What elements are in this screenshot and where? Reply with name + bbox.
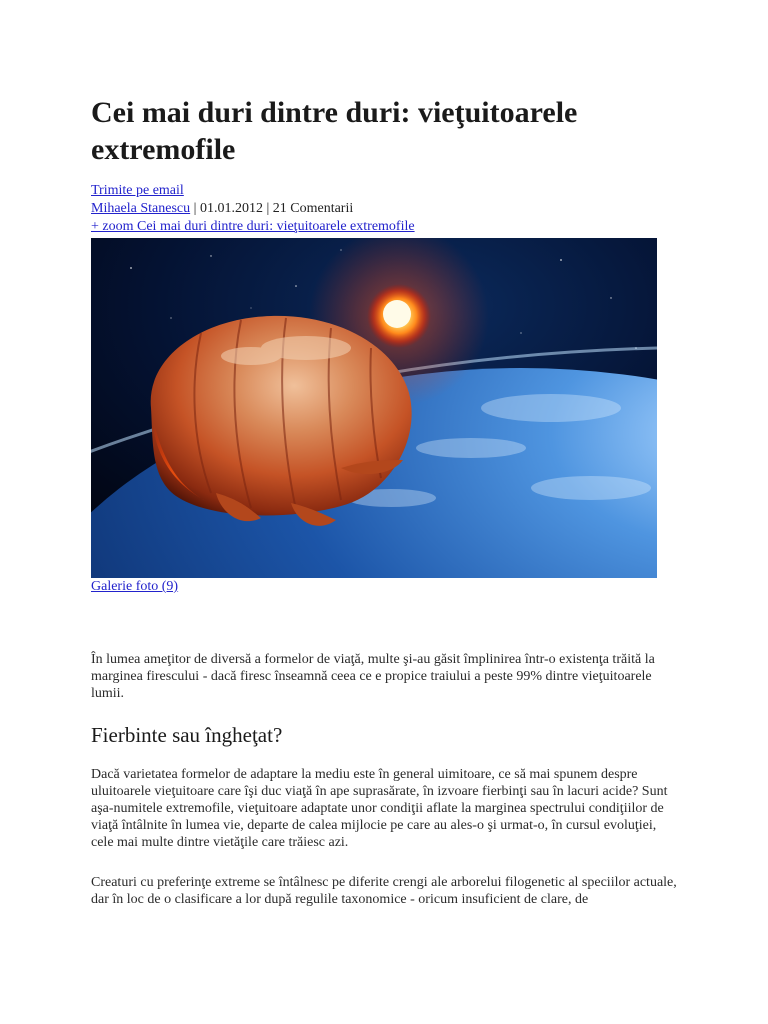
article-title: Cei mai duri dintre duri: vieţuitoarele extremofile [91,96,578,166]
body-paragraph-2: Creaturi cu preferinţe extreme se întâlnesc pe diferite crengi ale arborelui filogenetic al speciilor actuale, dar în loc de o clasificare a lor după regulile taxonomice - oricum insuficient de clare, de [91,875,677,907]
date-and-comments: | 01.01.2012 | 21 Comentarii [190,201,354,216]
email-link[interactable]: Trimite pe email [91,183,184,198]
article-photo[interactable] [91,238,657,578]
photo-gallery-link[interactable]: Galerie foto (9) [91,579,179,594]
tardigrade-space-illustration [91,238,657,578]
body-paragraph-1: Dacă varietatea formelor de adaptare la mediu este în general uimitoare, ce să mai spunem despre uluitoarele vieţuitoare care îşi duc viaţă în ape suprasărate, în izvoare fierbinţi sau în lacuri acide? Sunt aşa-numitele extremofile, vieţuitoare adaptate unor condiţii aflate la marginea spectrului condiţiilor de viaţă întâlnite în lumea vie, departe de calea mijlocie pe care au ales-o şi urmat-o, în cursul evoluţiei, cele mai multe dintre vietăţile care trăiesc azi. [91,767,668,850]
intro-paragraph: În lumea ameţitor de diversă a formelor de viaţă, multe şi-au găsit împlinirea într-o existenţa trăită la marginea firescului - dacă firesc înseamnă ceea ce e propice traiului a peste 99% dintre vieţuitoarele lumii. [91,652,655,701]
gallery-link-wrap [91,578,178,596]
article-meta [91,182,691,236]
section-heading: Fierbinte sau îngheţat? [91,723,283,747]
author-link[interactable]: Mihaela Stanescu [91,201,191,216]
zoom-link[interactable]: + zoom Cei mai duri dintre duri: vieţuitoarele extremofile [91,219,415,234]
